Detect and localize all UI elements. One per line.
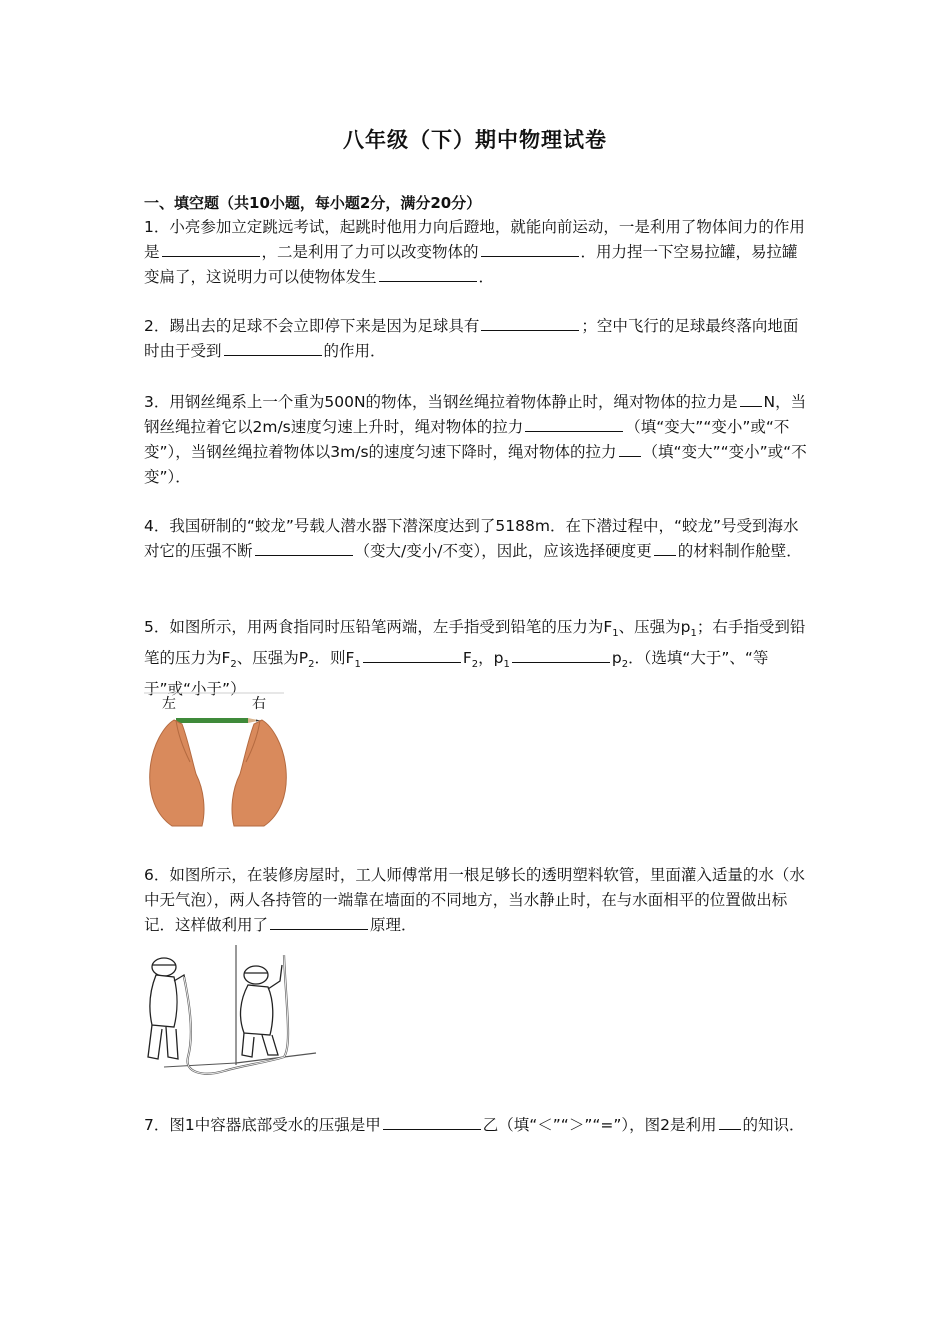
question-6: 6．如图所示，在装修房屋时，工人师傅常用一根足够长的透明塑料软管，里面灌入适量的水（水中无气泡），两人各持管的一端靠在墙面的不同地方，当水静止时，在与水面相平的位置做出标记．这样做利用了 原理． [144, 866, 805, 934]
section-heading: 一、填空题（共10小题，每小题2分，满分20分） [144, 194, 482, 212]
answer-blank[interactable] [719, 1113, 741, 1130]
left-worker-icon [148, 958, 186, 1059]
workers-water-tube-illustration [144, 945, 319, 1080]
answer-blank[interactable] [255, 539, 353, 556]
pencil-fingers-figure [144, 690, 289, 830]
question-2: 2．踢出去的足球不会立即停下来是因为足球具有 ；空中飞行的足球最终落向地面时由于受到 的作用． [144, 314, 808, 364]
question-3: 3．用钢丝绳系上一个重为500N的物体，当钢丝绳拉着物体静止时，绳对物体的拉力是 N，当钢丝绳拉着它以2m/s速度匀速上升时，绳对物体的拉力 （填“变大”“变小”或“不变”），当钢丝绳拉着物体以3m/s的速度匀速下降时，绳对物体的拉力 （填“变大”“变小”或“不变”）． [144, 390, 808, 490]
answer-blank[interactable] [481, 240, 579, 257]
figure-label-left: 左 [162, 696, 176, 712]
answer-blank[interactable] [654, 539, 676, 556]
answer-blank[interactable] [512, 646, 610, 663]
question-4: 4．我国研制的“蛟龙”号载人潜水器下潜深度达到了5188m．在下潜过程中，“蛟龙”号受到海水对它的压强不断 （变大/变小/不变），因此，应该选择硬度更 的材料制作舱壁． [144, 517, 802, 560]
pencil-icon [176, 718, 248, 723]
question-5: 5．如图所示，用两食指同时压铅笔两端，左手指受到铅笔的压力为$F_1$、压强为$p_1$；右手指受到铅笔的压力为$F_2$、压强为$P_2$．则$F_1$ $F_2$，$p_1$ $p_2$．（选填“大于”、“等于”或“小于”） [144, 618, 806, 699]
right-hand-icon [232, 720, 286, 826]
pencil-fingers-illustration [144, 690, 289, 830]
page-title: 八年级（下）期中物理试卷 [343, 128, 607, 152]
left-hand-icon [150, 720, 204, 826]
answer-blank[interactable] [740, 390, 762, 407]
answer-blank[interactable] [619, 440, 641, 457]
answer-blank[interactable] [162, 240, 260, 257]
question-7: 7．图1中容器底部受水的压强是甲 乙（填“＜”“＞”“=”），图2是利用 的知识． [144, 1113, 808, 1138]
water-level-figure [144, 945, 319, 1080]
answer-blank[interactable] [224, 339, 322, 356]
answer-blank[interactable] [379, 265, 477, 282]
figure-label-right: 右 [252, 696, 266, 712]
answer-blank[interactable] [383, 1113, 481, 1130]
answer-blank[interactable] [525, 415, 623, 432]
answer-blank[interactable] [270, 913, 368, 930]
question-1: 1．小亮参加立定跳远考试，起跳时他用力向后蹬地，就能向前运动，一是利用了物体间力的作用是 ，二是利用了力可以改变物体的 ．用力捏一下空易拉罐，易拉罐变扁了，这说明力可以使物体发生 ． [144, 218, 805, 286]
answer-blank[interactable] [481, 314, 579, 331]
answer-blank[interactable] [363, 646, 461, 663]
right-worker-icon [241, 965, 282, 1057]
